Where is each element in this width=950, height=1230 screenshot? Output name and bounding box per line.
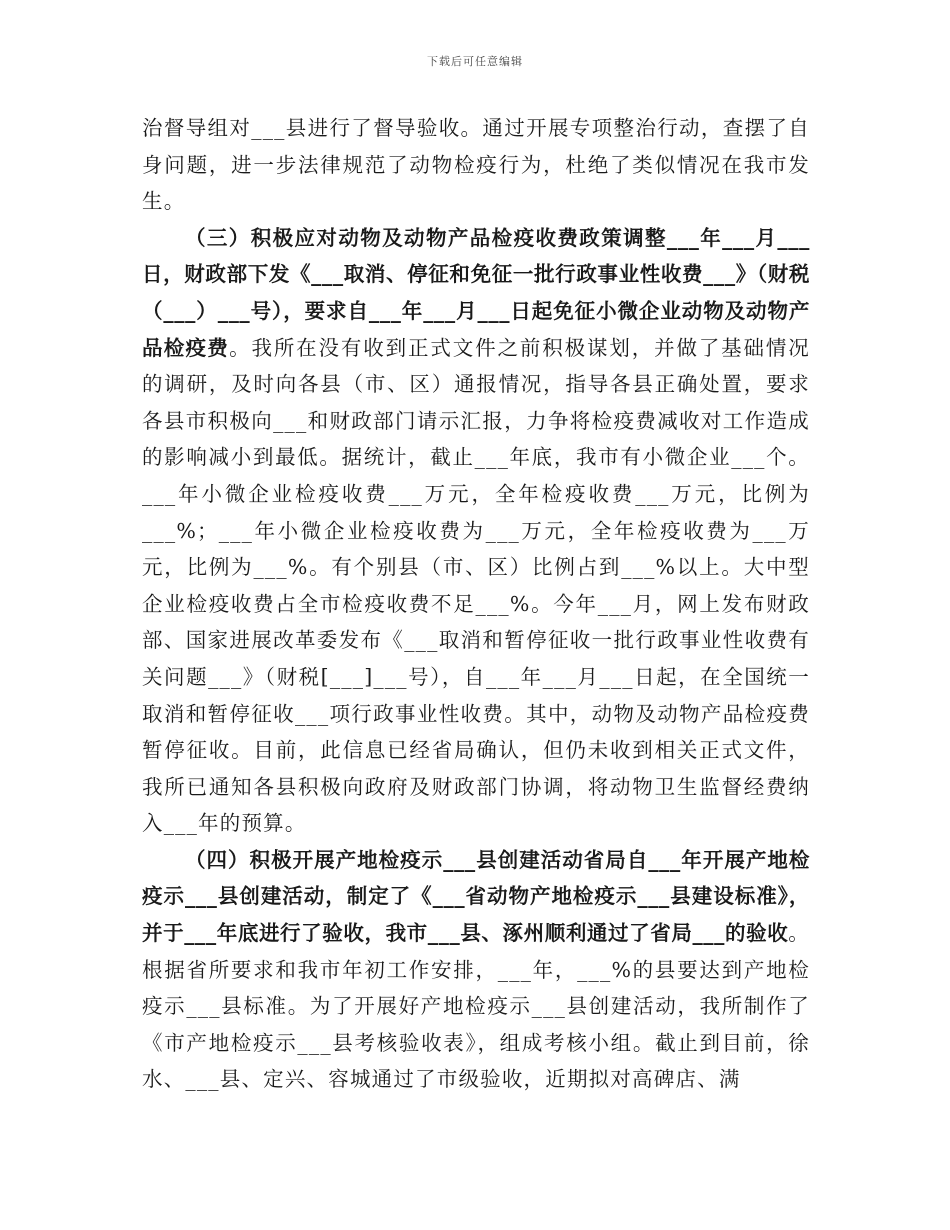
section-heading: （三）积极应对动物及动物产品检疫收费政策调整___年___月___日，财政部下发《___取消、停征和免征一批行政事业性收费___》（财税（___）___号），要求自___年___月___日起免征小微企业动物及动物产品检疫费 <box>142 225 810 360</box>
section-heading: （四）积极开展产地检疫示___县创建活动省局自___年开展产地检疫示___县创建活动，制定了《___省动物产地检疫示___县建设标准》，并于___年底进行了验收，我市___县、涿州顺利通过了省局___的验收 <box>142 847 810 946</box>
paragraph-text: 治督导组对___县进行了督导验收。通过开展专项整治行动，查摆了自身问题，进一步法律规范了动物检疫行为，杜绝了类似情况在我市发生。 <box>142 116 810 214</box>
paragraph-text: 。根据省所要求和我市年初工作安排，___年，___%的县要达到产地检疫示___县标准。为了开展好产地检疫示___县创建活动，我所制作了《市产地检疫示___县考核验收表》，组成考核小组。截止到目前，徐水、___县、定兴、容城通过了市级验收，近期拟对高碑店、满 <box>142 921 810 1092</box>
paragraph-section-three <box>142 220 810 842</box>
page-header: 下载后可任意编辑 <box>427 55 523 68</box>
paragraph-section-four <box>142 842 810 1098</box>
paragraph-continuation <box>142 110 810 220</box>
document-body <box>142 110 810 1098</box>
paragraph-text: 。我所在没有收到正式文件之前积极谋划，并做了基础情况的调研，及时向各县（市、区）通报情况，指导各县正确处置，要求各县市积极向___和财政部门请示汇报，力争将检疫费减收对工作造成的影响减小到最低。据统计，截止___年底，我市有小微企业___个。___年小微企业检疫收费___万元，全年检疫收费___万元，比例为___%；___年小微企业检疫收费为___万元，全年检疫收费为___万元，比例为___%。有个别县（市、区）比例占到___%以上。大中型企业检疫收费占全市检疫收费不足___%。今年___月，网上发布财政部、国家进展改革委发布《___取消和暂停征收一批行政事业性收费有关问题___》（财税[___]___号），自___年___月___日起，在全国统一取消和暂停征收___项行政事业性收费。其中，动物及动物产品检疫费暂停征收。目前，此信息已经省局确认，但仍未收到相关正式文件，我所已通知各县积极向政府及财政部门协调，将动物卫生监督经费纳入___年的预算。 <box>142 335 810 836</box>
